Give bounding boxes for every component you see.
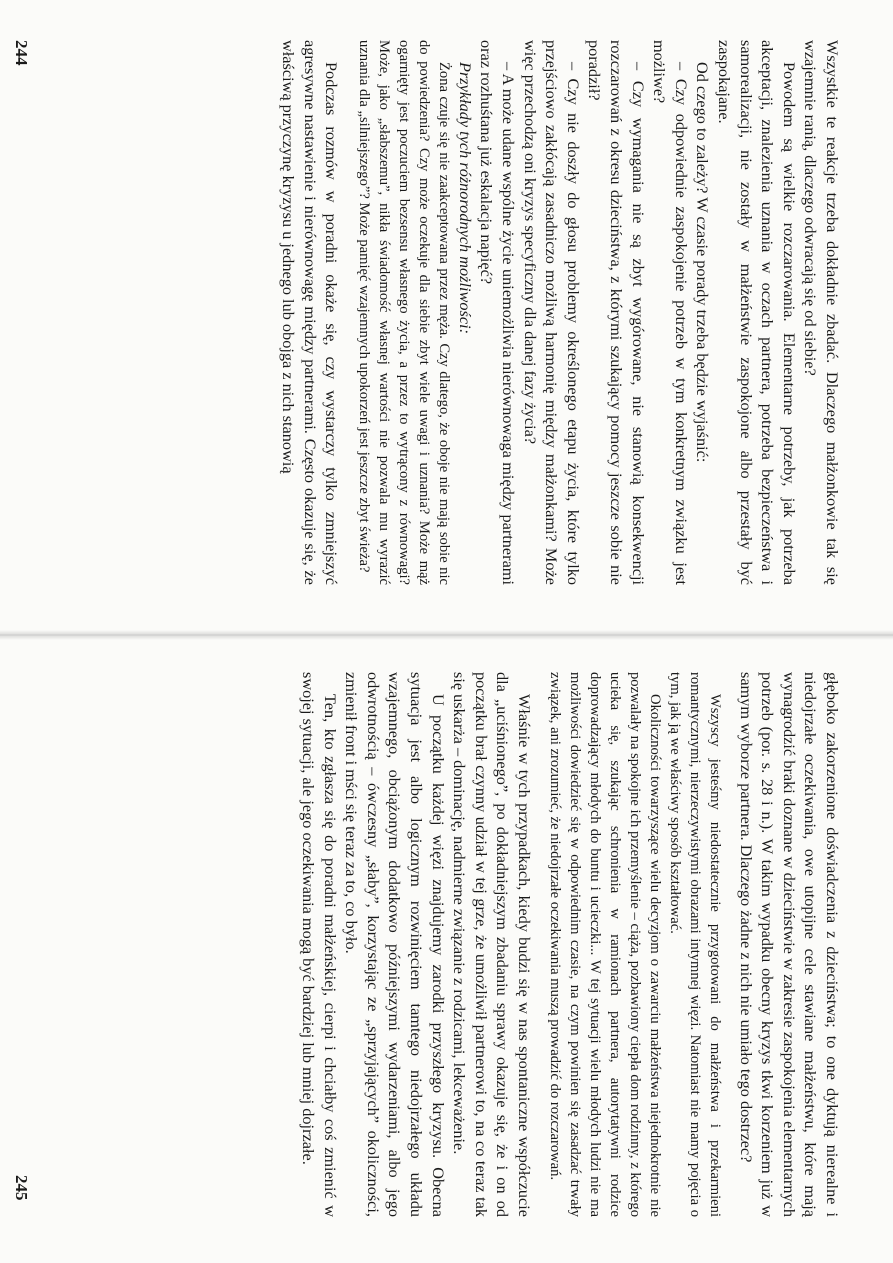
section-heading: Przykłady tych różnorodnych możliwości: — [455, 62, 475, 335]
paragraph: Wszyscy jesteśmy niedostatecznie przygotowani do małżeństwa i przekarmieni romantycznymi, nierzeczywistymi obrazami intymnej więzi. Natomiast nie mamy pojęcia o tym, jak ją we właściwy sposób kształtować. — [667, 672, 724, 1217]
paragraph: – Czy nie doszły do głosu problemy określonego etapu życia, które tylko przejściowo zakłócają zasadniczo możliwą harmonię między małżonkami? Może więc przechodzą oni kryzys specyficzny dla danej fazy życia? — [520, 40, 583, 585]
paragraph: Żona czuje się nie zaakceptowana przez męża. Czy dlatego, że oboje nie mają sobie nic do powiedzenia? Czy może oczekuje dla siebie zbyt wiele uwagi i uznania? Może mąż ogarnięty jest poczuciem bezsensu własnego życia, a przez to wytrącony z równowagi? Może, jako „słabszemu”, nikła świadomość własnej wartości nie pozwala mu wyrazić uznania dla „silniejszego”? Może pamięć wzajemnych upokorzeń jest jeszcze zbyt świeża? — [356, 40, 453, 585]
paragraph: – Czy odpowiednie zaspokojenie potrzeb w tym konkretnym związku jest możliwe? — [650, 40, 691, 585]
book-gutter — [0, 630, 893, 640]
paragraph: – Czy wymagania nie są zbyt wygórowane, nie stanowią konsekwencji rozczarowań z okresu dzieciństwa, z którymi szukający pomocy jeszcze sobie nie poradził? — [585, 40, 648, 585]
right-page — [43, 672, 843, 1217]
page-number: 245 — [12, 1175, 31, 1201]
paragraph: U początku każdej więzi znajdujemy zarodki przyszłego kryzysu. Obecna sytuacja jest albo logicznym rozwinięciem tamtego niedojrzałego układu wzajemnego, obciążonym dodatkowo późniejszymi wydarzeniami, albo jego odwrotnością – ówczesny „słaby”, korzystając ze „sprzyjających” okoliczności, zmienił front i mści się teraz za to, co było. — [342, 672, 448, 1217]
right-page-text — [298, 672, 844, 1217]
paragraph: Wszystkie te reakcje trzeba dokładnie zbadać. Dlaczego małżonkowie tak się wzajemnie ranią, dlaczego odwracają się od siebie? — [801, 40, 842, 585]
paragraph: głęboko zakorzenione doświadczenia z dzieciństwa; to one dyktują nierealne i niedojrzałe oczekiwania, owe utopijne cele stawiane małżeństwu, które mają wynagrodzić braki doznane w dzieciństwie w zakresie zaspokojenia elementarnych potrzeb (por. s. 28 i n.). W takim wypadku obecny kryzys tkwi korzeniem już w samym wyborze partnera. Dlaczego żadne z nich nie umiało tego dostrzec? — [736, 672, 842, 1217]
page-number: 244 — [12, 40, 31, 66]
paragraph: Powodem są wielkie rozczarowania. Elementarne potrzeby, jak potrzeba akceptacji, znalezienia uznania w oczach partnera, potrzeba bezpieczeństwa i samorealizacji, nie zostały w małżeństwie zaspokojone albo przestały być zaspokajane. — [715, 40, 799, 585]
paragraph: Od czego to zależy? W czasie porady trzeba będzie wyjaśnić: — [693, 62, 713, 463]
paragraph: – A może udane wspólne życie uniemożliwia nierównowaga między partnerami oraz rozhuśtana już eskalacja napięć? — [477, 40, 519, 585]
paragraph: Podczas rozmów w poradni okaże się, czy wystarczy tylko zmniejszyć agresywne nastawienie i nierównowagę między partnerami. Często okazuje się, że właściwą przyczynę kryzysu u jednego lub obojga z nich stanowią — [279, 40, 342, 585]
paragraph: Ten, kto zgłasza się do poradni małżeńskiej, cierpi i chciałby coś zmienić w swojej sytuacji, ale jego oczekiwania mogą być bardziej lub mniej dojrzałe. — [299, 672, 340, 1217]
left-page — [43, 40, 843, 585]
paragraph: Właśnie w tych przypadkach, kiedy budzi się w nas spontaniczne współczucie dla „uciśnionego”, po dokładniejszym zbadaniu sprawy okazuje się, że i on od początku brał czynny udział w tej grze, że umożliwił partnerowi to, na co teraz tak się uskarża – dominację, nadmierne związanie z rodzicami, lekceważenie. — [450, 672, 535, 1217]
paragraph: Okoliczności towarzyszące wielu decyzjom o zawarciu małżeństwa niejednokrotnie nie pozwalały na spokojne ich przemyślenie – ciąża, pozbawiony ciepła dom rodzinny, z którego ucieka się, szukając schronienia w ramionach partnera, autorytatywni rodzice doprowadzający młodych do buntu i ucieczki... W tej sytuacji wielu młodych ludzi nie ma możliwości dowiedzieć się w odpowiednim czasie, na czym powinien się zasadzać trwały związek, ani zrozumieć, że niedojrzałe oczekiwania muszą prowadzić do rozczarowań. — [547, 672, 664, 1217]
left-page-text — [278, 40, 843, 585]
